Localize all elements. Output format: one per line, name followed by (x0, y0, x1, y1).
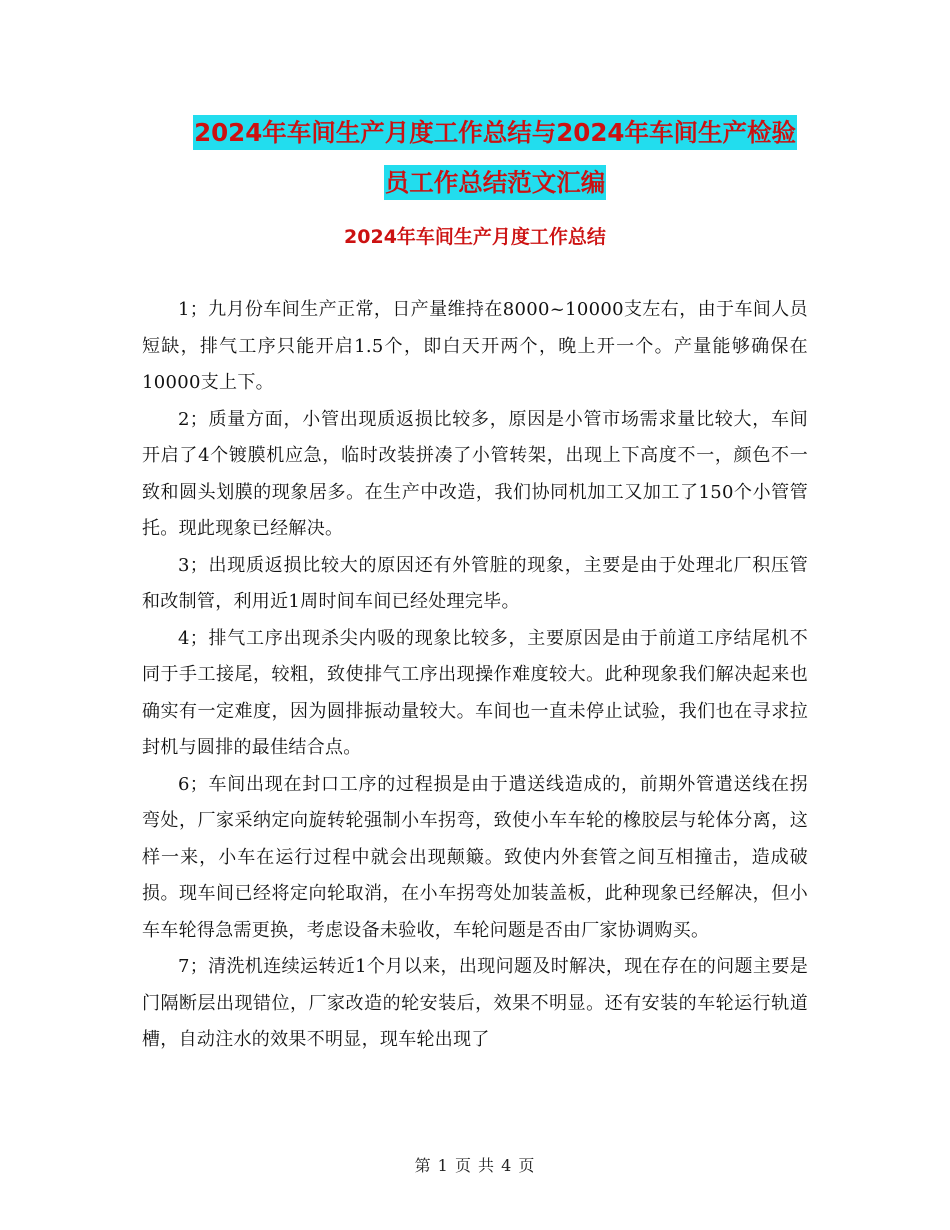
paragraph-4: 4；排气工序出现杀尖内吸的现象比较多，主要原因是由于前道工序结尾机不同于手工接尾，较粗，致使排气工序出现操作难度较大。此种现象我们解决起来也确实有一定难度，因为圆排振动量较大。车间也一直未停止试验，我们也在寻求拉封机与圆排的最佳结合点。 (142, 627, 808, 758)
paragraph-2: 2；质量方面，小管出现质返损比较多，原因是小管市场需求量比较大，车间开启了4个镀膜机应急，临时改装拼凑了小管转架，出现上下高度不一，颜色不一致和圆头划膜的现象居多。在生产中改造，我们协同机加工又加工了150个小管管托。现此现象已经解决。 (142, 408, 808, 539)
document-title-line-1: 2024年车间生产月度工作总结与2024年车间生产检验 (193, 115, 797, 150)
document-title-line-2: 员工作总结范文汇编 (384, 165, 607, 200)
paragraph-1: 1；九月份车间生产正常，日产量维持在8000~10000支左右，由于车间人员短缺，排气工序只能开启1.5个，即白天开两个，晚上开一个。产量能够确保在10000支上下。 (142, 299, 808, 393)
body-text (142, 292, 808, 1059)
paragraph-7: 7；清洗机连续运转近1个月以来，出现问题及时解决，现在存在的问题主要是门隔断层出现错位，厂家改造的轮安装后，效果不明显。还有安装的车轮运行轨道槽，自动注水的效果不明显，现车轮出现了 (142, 956, 808, 1050)
paragraph-3: 3；出现质返损比较大的原因还有外管脏的现象，主要是由于处理北厂积压管和改制管，利用近1周时间车间已经处理完毕。 (142, 554, 808, 612)
document-title (140, 108, 850, 208)
paragraph-6: 6；车间出现在封口工序的过程损是由于遣送线造成的，前期外管遣送线在拐弯处，厂家采纳定向旋转轮强制小车拐弯，致使小车车轮的橡胶层与轮体分离，这样一来，小车在运行过程中就会出现颠簸。致使内外套管之间互相撞击，造成破损。现车间已经将定向轮取消，在小车拐弯处加装盖板，此种现象已经解决，但小车车轮得急需更换，考虑设备未验收，车轮问题是否由厂家协调购买。 (142, 773, 808, 941)
page-footer: 第 1 页 共 4 页 (414, 1156, 536, 1175)
section-title: 2024年车间生产月度工作总结 (344, 226, 606, 248)
